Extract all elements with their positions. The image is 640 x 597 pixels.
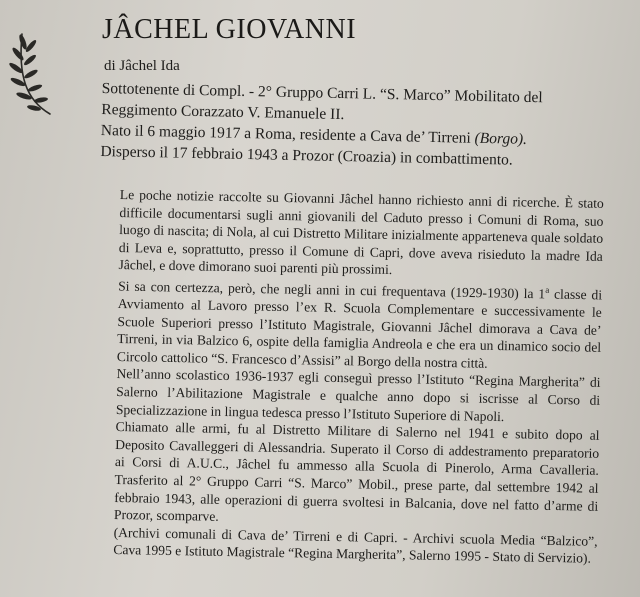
birth-line: Nato il 6 maggio 1917 a Roma, residente a Cava de’ Tirreni (Borgo). [100, 121, 528, 148]
biography-text [113, 186, 604, 568]
missing-line: Disperso il 17 febbraio 1943 a Prozor (Croazia) in combattimento. [100, 142, 513, 169]
service-info-block [100, 78, 607, 173]
paragraph-2: Si sa con certezza, però, che negli anni in cui frequentava (1929-1930) la 1$^a$ classe di Avviamento al Lavoro presso l’ex R. Scuola Complementare e successivamente le Scuole Superiori presso l’Istituto Magistrale, Giovanni Jâchel dimorava a Cava de’ Tirreni, in via Balzico 6, ospite della famiglia Andreola e che era un dinamico socio del Circolo cattolico “S. Francesco d’Assisi” al Borgo della nostra città. [116, 278, 603, 371]
paragraph-1: Le poche notizie raccolte su Giovanni Jâchel hanno richiesto anni di ricerche. È stato difficile documentarsi sugli anni giovanili del Caduto presso i Comuni di Roma, suo luogo di nascita; di Nola, al cui Distretto Militare inizialmente apparteneva quale soldato di Leva e, soprattutto, presso il Comune di Capri, dove aveva risieduto la madre Ida Jâchel, e dove dimorano suoi parenti più prossimi. [118, 186, 604, 278]
parent-subtitle: di Jâchel Ida [104, 58, 180, 74]
person-name-title: JÂCHEL GIOVANNI [102, 14, 357, 45]
regiment-line: Reggimento Corazzato V. Emanuele II. [101, 100, 345, 124]
rank-line: Sottotenente di Compl. - 2° Gruppo Carri L. “S. Marco” Mobilitato del [101, 79, 543, 107]
paragraph-3: Nell’anno scolastico 1936-1937 egli conseguì presso l’Istituto “Regina Margherita” di Salerno l’Abilitazione Magistrale e qualche anno dopo si iscrisse al Corso di Specializzazione in lingua tedesca presso l’Istituto Superiore di Napoli. [115, 366, 601, 424]
paragraph-4: Chiamato alle armi, fu al Distretto Militare di Salerno nel 1941 e subito dopo al Deposito Cavalleggeri di Alessandria. Superato il Corso di addestramento preparatorio ai Corsi di A.U.C., Jâchel fu ammesso alla Scuola di Pinerolo, Arma Cavalleria. Trasferito al 2° Gruppo Carri “S. Marco” Mobil., prese parte, dal settembre 1942 al febbraio 1943, alle operazioni di guerra svoltesi in Balcania, dove nel fatto d’arme di Prozor, scomparve. [113, 419, 600, 525]
sources-note: (Archivi comunali di Cava de’ Tirreni e di Capri. - Archivi scuola Media “Balzico”, Cava 1995 e Istituto Magistrale “Regina Margherita”, Salerno 1995 - Stato di Servizio). [113, 524, 598, 567]
laurel-wreath-icon [4, 28, 66, 120]
